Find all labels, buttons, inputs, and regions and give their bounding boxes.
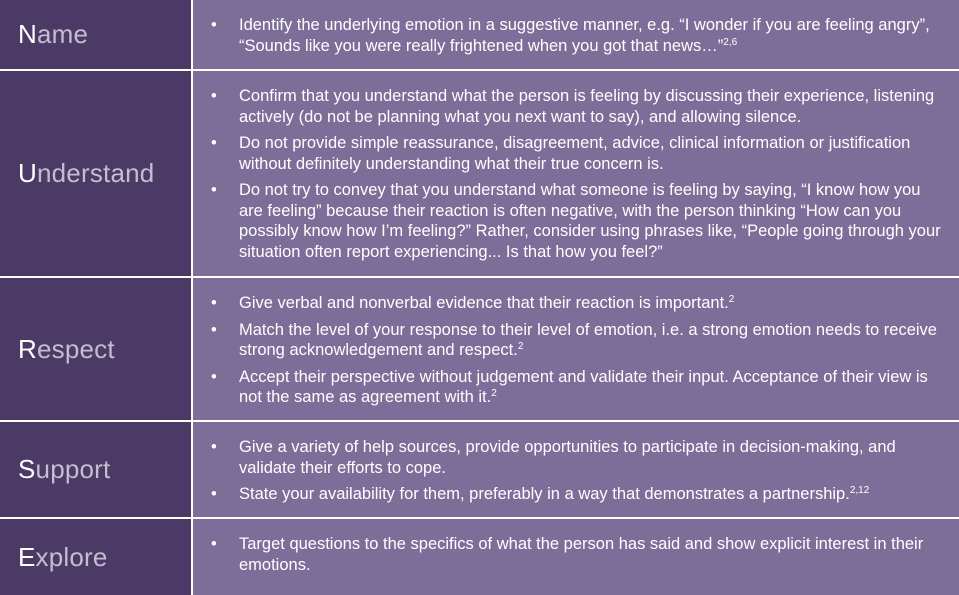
row-label-rest: xplore <box>35 541 108 572</box>
bullet-text: Confirm that you understand what the person is feeling by discussing their experience, listening actively (do not be planning what you next want to say), and allowing silence. <box>239 87 935 126</box>
bullet-list <box>211 534 947 575</box>
bullet-text: Do not provide simple reassurance, disagreement, advice, clinical information or justification without definitely understanding what their true concern is. <box>239 134 911 173</box>
bullet-text: Do not try to convey that you understand what someone is feeling by saying, “I know how you are feeling” because their reaction is often negative, with the person thinking “How can you possibly know how I’m feeling?” Rather, consider using phrases like, “People going through your situation often report experiencing... Is that how you feel?” <box>239 181 941 261</box>
bullet-item <box>211 180 947 262</box>
row-content-support <box>193 422 959 517</box>
row-label-explore <box>0 519 193 595</box>
bullet-text: State your availability for them, preferably in a way that demonstrates a partnership. <box>239 485 850 503</box>
row-label-understand <box>0 71 193 276</box>
bullet-item <box>211 437 947 478</box>
bullet-text: Accept their perspective without judgement and validate their input. Acceptance of their view is not the same as agreement with it. <box>239 367 928 406</box>
row-label-initial: R <box>18 333 37 364</box>
row-label-text <box>18 334 115 365</box>
bullet-item <box>211 320 947 361</box>
row-label-text <box>18 454 110 485</box>
reference-superscript: 2 <box>517 341 524 352</box>
row-content-explore <box>193 519 959 595</box>
bullet-item <box>211 367 947 408</box>
row-label-text <box>18 542 108 573</box>
row-content-name <box>193 0 959 69</box>
bullet-text: Match the level of your response to their level of emotion, i.e. a strong emotion needs to receive strong acknowledgement and respect. <box>239 320 937 359</box>
bullet-text: Target questions to the specifics of what the person has said and show explicit interest in their emotions. <box>239 535 924 574</box>
bullet-list <box>211 437 947 505</box>
row-label-respect <box>0 278 193 420</box>
row-label-rest: espect <box>36 333 115 364</box>
row-label-name <box>0 0 193 69</box>
row-label-text <box>18 19 88 50</box>
bullet-text: Give verbal and nonverbal evidence that their reaction is important. <box>239 294 729 312</box>
row-label-rest: nderstand <box>36 158 155 188</box>
row-content-understand <box>193 71 959 276</box>
reference-superscript: 2,12 <box>849 485 870 496</box>
bullet-text: Identify the underlying emotion in a suggestive manner, e.g. “I wonder if you are feeling angry”, “Sounds like you were really frightened when you got that news…” <box>239 16 930 55</box>
bullet-item <box>211 133 947 174</box>
reference-superscript: 2 <box>491 388 497 399</box>
bullet-item <box>211 15 947 56</box>
row-label-initial: S <box>18 454 36 484</box>
bullet-item <box>211 484 947 505</box>
row-label-initial: E <box>18 541 36 572</box>
bullet-list <box>211 293 947 408</box>
bullet-list <box>211 86 947 262</box>
row-label-text <box>18 158 154 189</box>
bullet-item <box>211 293 947 314</box>
row-label-initial: U <box>18 158 37 188</box>
reference-superscript: 2 <box>728 294 735 305</box>
row-label-initial: N <box>18 19 37 49</box>
bullet-text: Give a variety of help sources, provide opportunities to participate in decision-making, and validate their efforts to cope. <box>239 438 896 477</box>
bullet-list <box>211 15 947 56</box>
row-label-support <box>0 422 193 517</box>
bullet-item <box>211 86 947 127</box>
row-label-rest: upport <box>35 454 111 484</box>
row-label-rest: ame <box>36 19 89 49</box>
row-content-respect <box>193 278 959 420</box>
reference-superscript: 2,6 <box>723 36 738 48</box>
bullet-item <box>211 534 947 575</box>
